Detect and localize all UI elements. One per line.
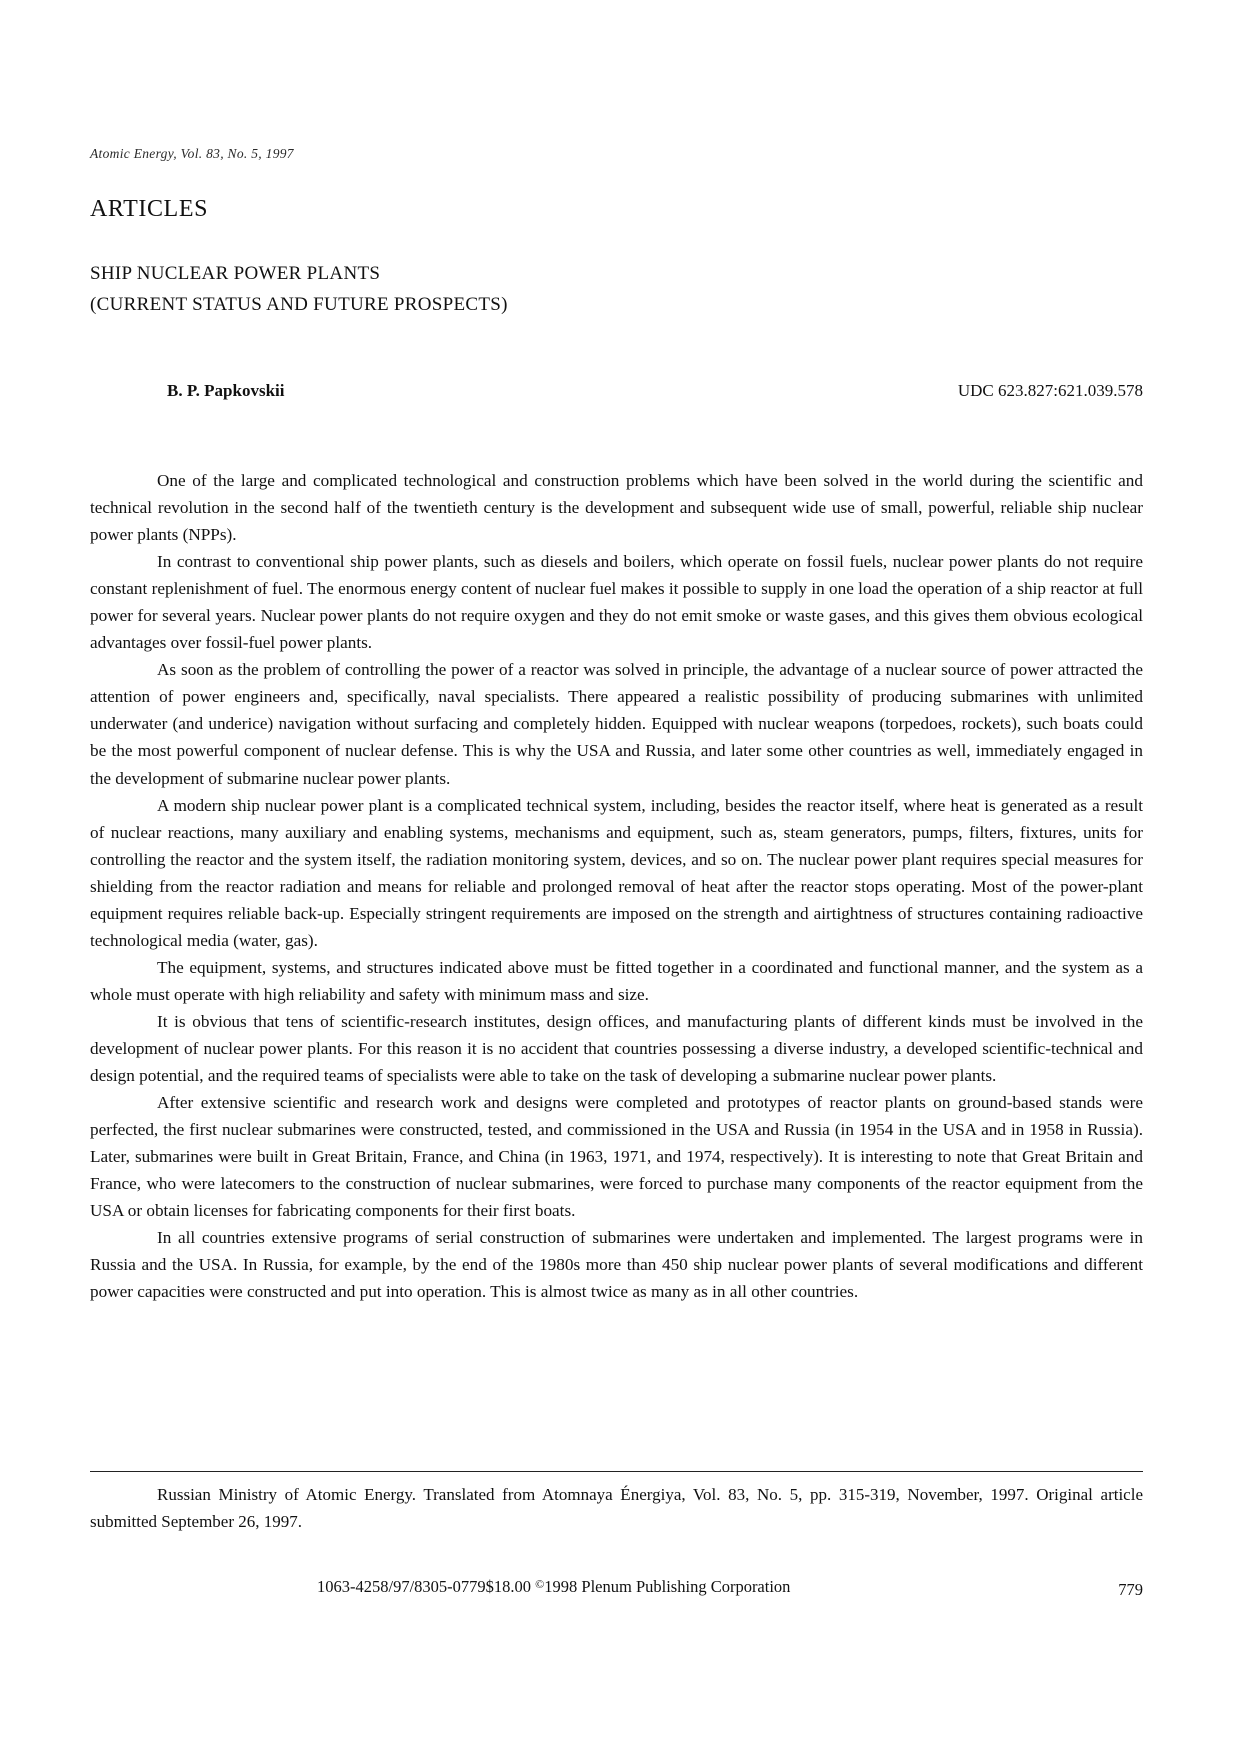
body-paragraph-3: As soon as the problem of controlling the power of a reactor was solved in principle, the advantage of a nuclear source of power attracted the attention of power engineers and, specifically, naval specialists. There appeared a realistic possibility of producing submarines with unlimited underwater (and underice) navigation without surfacing and completely hidden. Equipped with nuclear weapons (torpedoes, rockets), such boats could be the most powerful component of nuclear defense. This is why the USA and Russia, and later some other countries as well, immediately engaged in the development of submarine nuclear power plants. [90,660,1143,788]
footnote [90,1481,1143,1535]
body-paragraph-8: In all countries extensive programs of serial construction of submarines were undertaken and implemented. The largest programs were in Russia and the USA. In Russia, for example, by the end of the 1980s more than 450 ship nuclear power plants of several modifications and different power capacities were constructed and put into operation. This is almost twice as many as in all other countries. [90,1228,1143,1302]
issn-code: 1063-4258/97/8305-0779$18.00 [317,1577,536,1596]
footnote-text: Russian Ministry of Atomic Energy. Translated from Atomnaya Énergiya, Vol. 83, No. 5, pp. 315-319, November, 1997. Original article submitted September 26, 1997. [90,1485,1143,1531]
journal-citation: Atomic Energy, Vol. 83, No. 5, 1997 [90,146,294,161]
body-paragraph-7: After extensive scientific and research work and designs were completed and prototypes of reactor plants on ground-based stands were perfected, the first nuclear submarines were constructed, tested, and commissioned in the USA and Russia (in 1954 in the USA and in 1958 in Russia). Later, submarines were built in Great Britain, France, and China (in 1963, 1971, and 1974, respectively). It is interesting to note that Great Britain and France, who were latecomers to the construction of nuclear submarines, were forced to purchase many components of the reactor equipment from the USA or obtain licenses for fabricating components for their first boats. [90,1093,1143,1221]
body-paragraph-5: The equipment, systems, and structures indicated above must be fitted together in a coordinated and functional manner, and the system as a whole must operate with high reliability and safety with minimum mass and size. [90,957,1143,1004]
body-paragraph-6: It is obvious that tens of scientific-research institutes, design offices, and manufacturing plants of different kinds must be involved in the development of nuclear power plants. For this reason it is no accident that countries possessing a diverse industry, a developed scientific-technical and design potential, and the required teams of specialists were able to take on the task of developing a submarine nuclear power plants. [90,1011,1143,1086]
copyright-symbol: © [535,1577,545,1591]
body-paragraph-2: In contrast to conventional ship power plants, such as diesels and boilers, which operate on fossil fuels, nuclear power plants do not require constant replenishment of fuel. The enormous energy content of nuclear fuel makes it possible to supply in one load the operation of a ship reactor at full power for several years. Nuclear power plants do not require oxygen and they do not emit smoke or waste gases, and this gives them obvious ecological advantages over fossil-fuel power plants. [90,552,1143,653]
article-title [90,258,508,320]
title-line-2: (CURRENT STATUS AND FUTURE PROSPECTS) [90,294,508,315]
copyright-text: 1998 Plenum Publishing Corporation [544,1577,791,1596]
body-paragraph-4: A modern ship nuclear power plant is a complicated technical system, including, besides the reactor itself, where heat is generated as a result of nuclear reactions, many auxiliary and enabling systems, mechanisms and equipment, such as, steam generators, pumps, filters, fixtures, units for controlling the reactor and the system itself, the radiation monitoring system, devices, and so on. The nuclear power plant requires special measures for shielding from the reactor radiation and means for reliable and prolonged removal of heat after the reactor stops operating. Most of the power-plant equipment requires reliable back-up. Especially stringent requirements are imposed on the strength and airtightness of structures containing radioactive technological media (water, gas). [90,795,1143,950]
copyright-line [317,1577,790,1597]
udc-code: UDC 623.827:621.039.578 [957,381,1143,400]
title-line-1: SHIP NUCLEAR POWER PLANTS [90,263,381,284]
author-name: B. P. Papkovskii [167,381,285,400]
section-heading: ARTICLES [90,196,209,222]
paper-page [90,0,1163,1755]
body-paragraph-1: One of the large and complicated technological and construction problems which have been solved in the world during the scientific and technical revolution in the second half of the twentieth century is the development and subsequent wide use of small, powerful, reliable ship nuclear power plants (NPPs). [90,471,1143,545]
article-body [90,467,1143,1305]
page-number: 779 [1118,1580,1143,1599]
footnote-divider [90,1471,1143,1472]
